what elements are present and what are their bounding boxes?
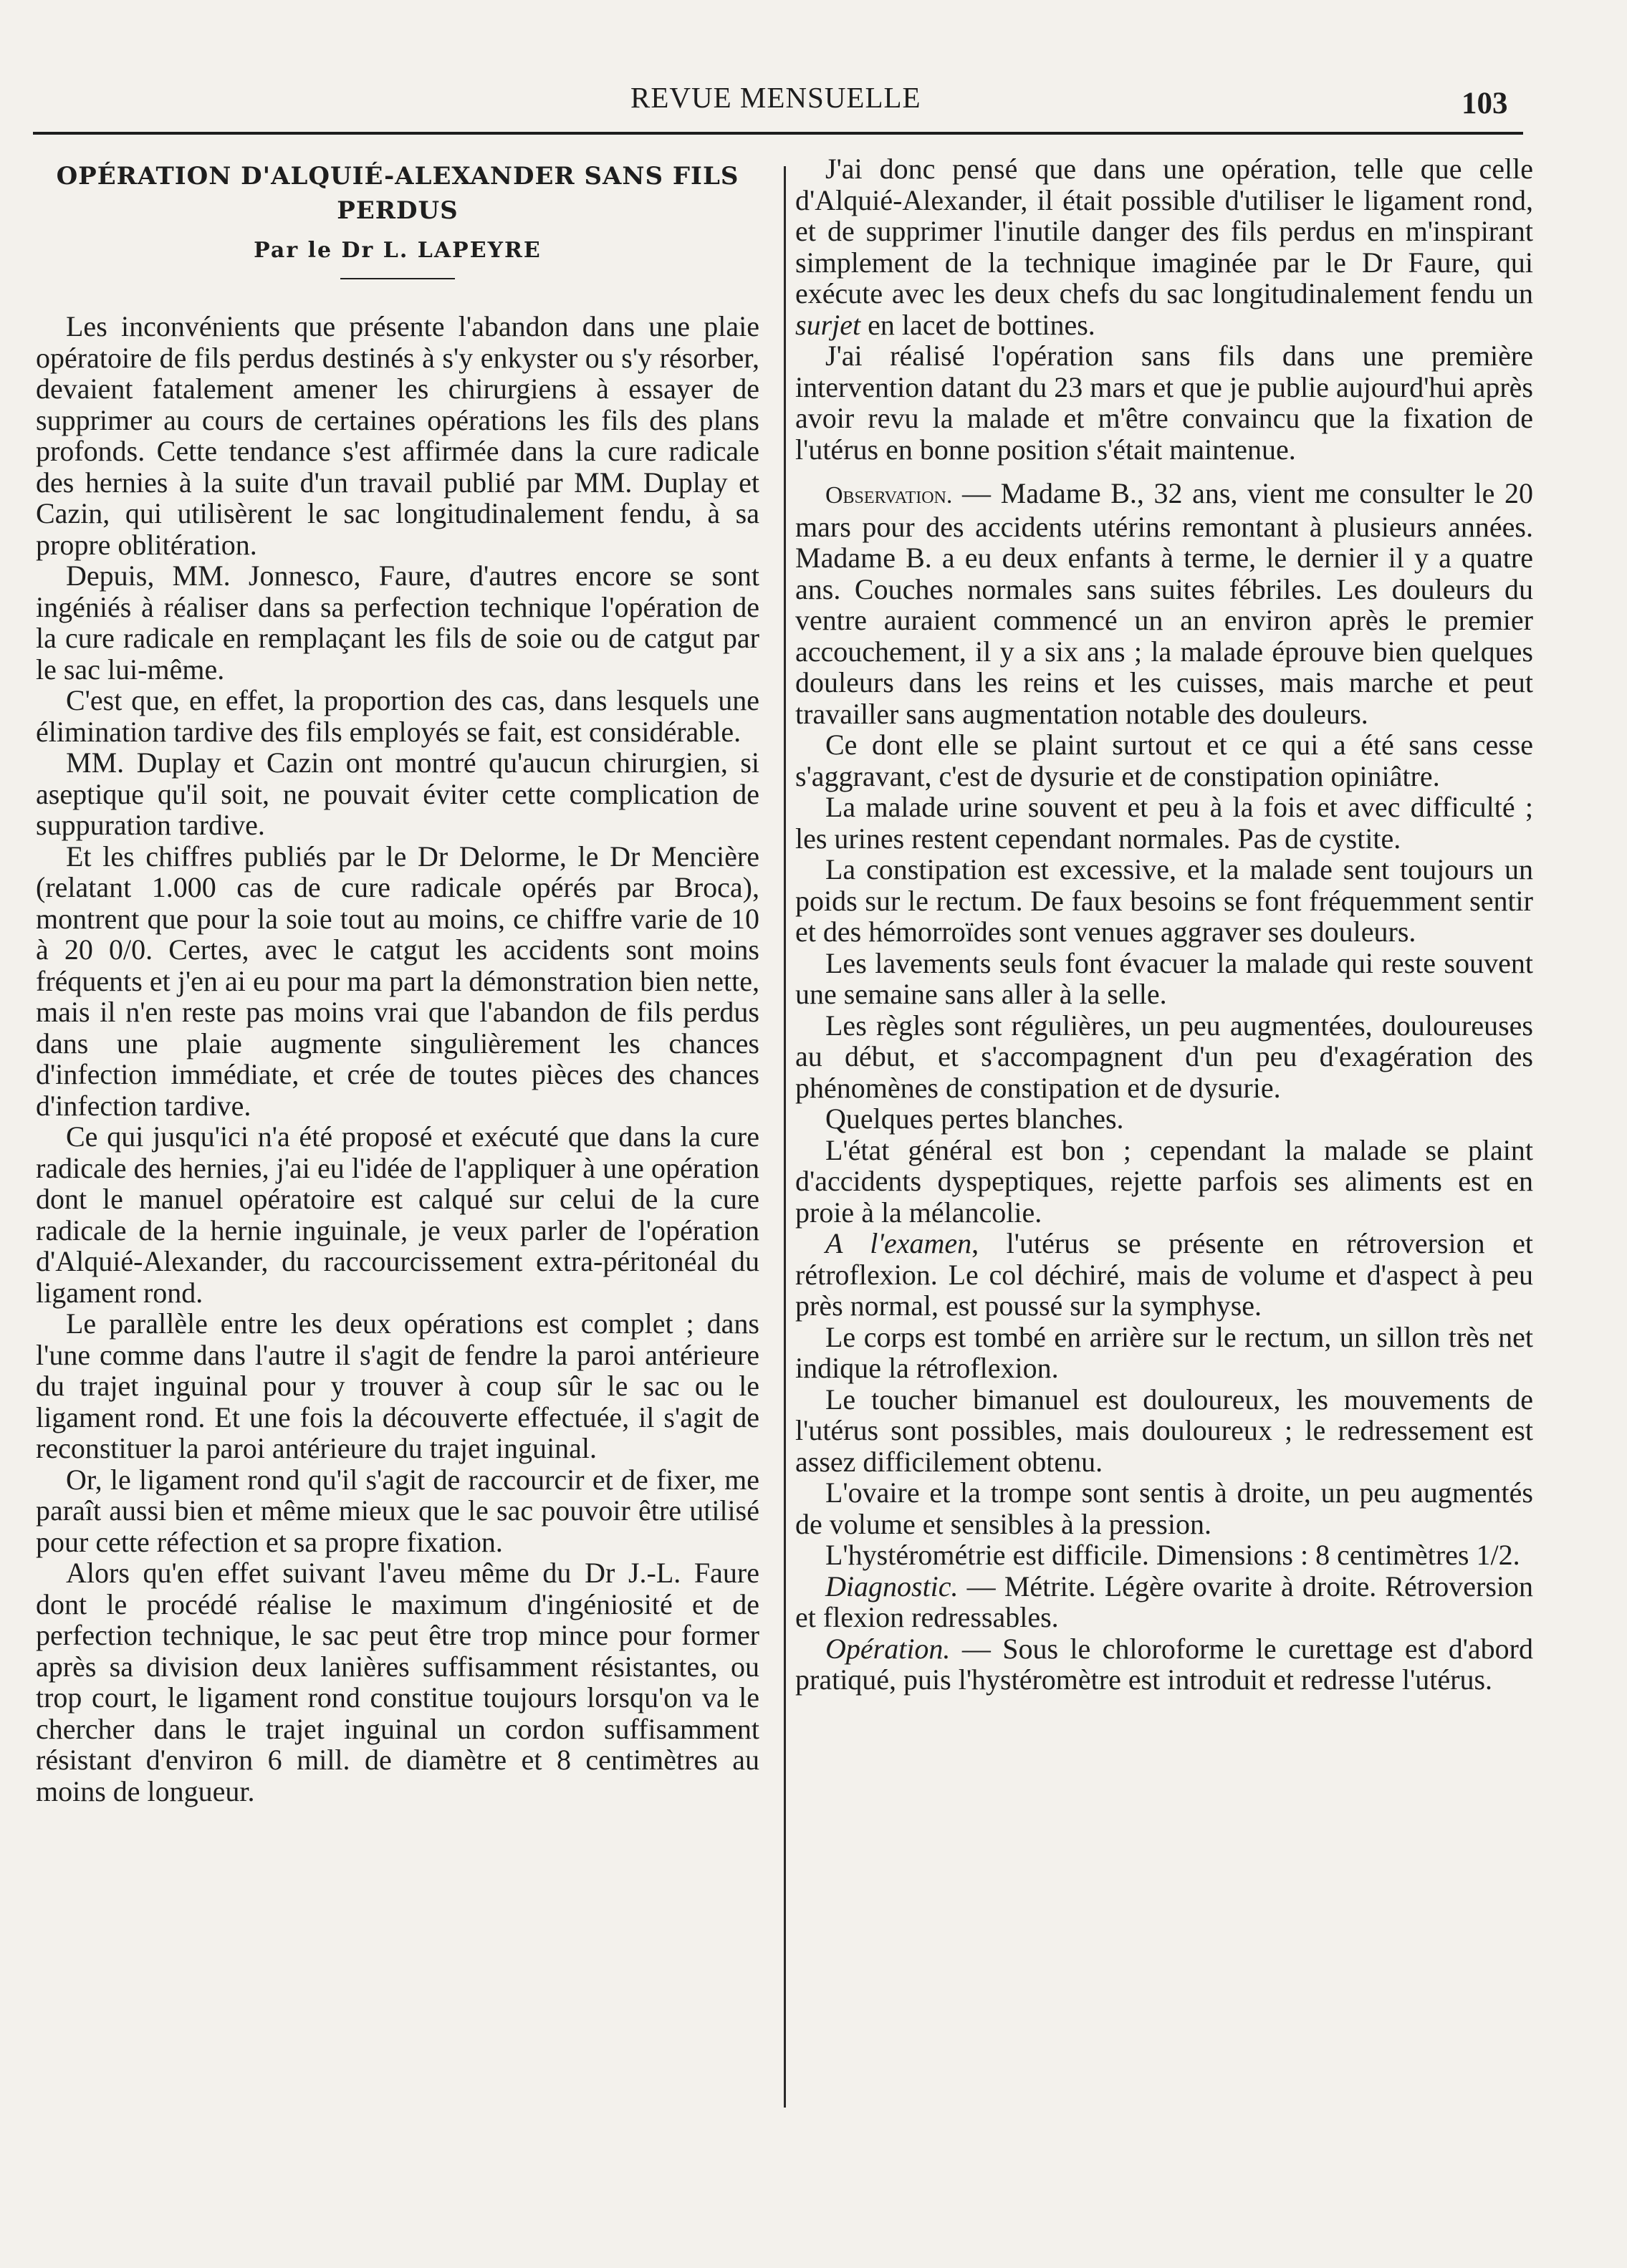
title-separator xyxy=(340,278,455,279)
paragraph: Or, le ligament rond qu'il s'agit de raccourcir et de fixer, me paraît aussi bien et même mieux que le sac pouvoir être utilisé pour cette réfection et sa propre fixation. xyxy=(36,1463,759,1558)
paragraph: Les lavements seuls font évacuer la malade qui reste souvent une semaine sans aller à la selle. xyxy=(795,946,1533,1010)
text-run: — Madame B., 32 ans, vient me consulter le 20 mars pour des accidents utérins remontant à plusieurs années. Madame B. a eu deux enfants à terme, le dernier il y a quatre ans. Couches normales sans suites fébriles. Les douleurs du ventre auraient commencé un an environ après le premier accouchement, il y a six ans ; la malade éprouve bien quelques douleurs dans les reins et les cuisses, mais marche et peut travailler sans augmentation notable des douleurs. xyxy=(795,477,1533,730)
paragraph xyxy=(795,1228,1533,1322)
paragraph: Alors qu'en effet suivant l'aveu même du Dr J.-L. Faure dont le procédé réalise le maximum d'ingéniosité et de perfection technique, le sac peut être trop mince pour former après sa division deux lanières suffisamment résistantes, ou trop court, le ligament rond constitue toujours lorsqu'on va le chercher dans le trajet inguinal un cordon suffisamment résistant d'environ 6 mill. de diamètre et 8 centimètres au moins de longueur. xyxy=(36,1557,759,1807)
text-run: en lacet de bottines. xyxy=(860,308,1095,341)
header-rule xyxy=(33,132,1523,135)
paragraph: Le parallèle entre les deux opérations est complet ; dans l'une comme dans l'autre il s'agit de fendre la paroi antérieure du trajet inguinal pour y trouver à coup sûr le sac ou le ligament rond. Et une fois la découverte effectuée, il s'agit de reconstituer la paroi antérieure du trajet inguinal. xyxy=(36,1307,759,1464)
text-run: , l'utérus se présente en rétroversion et rétroflexion. Le col déchiré, mais de volume et d'aspect à peu près normal, est poussé sur la symphyse. xyxy=(795,1227,1533,1322)
article-byline: Par le Dr L. LAPEYRE xyxy=(254,238,542,263)
paragraph: Le corps est tombé en arrière sur le rectum, un sillon très net indique la rétroflexion. xyxy=(795,1320,1533,1384)
paragraph: L'hystérométrie est difficile. Dimensions : 8 centimètres 1/2. xyxy=(825,1539,1520,1571)
paragraph: Les inconvénients que présente l'abandon dans une plaie opératoire de fils perdus destinés à s'y enkyster ou s'y résorber, devaient fatalement amener les chirurgiens à essayer de supprimer au cours de certaines opérations les fils des plans profonds. Cette tendance s'est affirmée dans la cure radicale des hernies à la suite d'un travail publié par MM. Duplay et Cazin, qui utilisèrent le sac longitudinalement fendu, à sa propre oblitération. xyxy=(36,310,759,561)
text-run: — Métrite. Légère ovarite à droite. Rétroversion et flexion redressables. xyxy=(795,1570,1533,1633)
observation-label: Observation. xyxy=(825,482,953,509)
paragraph: J'ai réalisé l'opération sans fils dans une première intervention datant du 23 mars et que je publie aujourd'hui après avoir revu la malade et m'être convaincu que la fixation de l'utérus en bonne position s'était maintenue. xyxy=(795,340,1533,466)
paragraph: Depuis, MM. Jonnesco, Faure, d'autres encore se sont ingéniés à réaliser dans sa perfection technique l'opération de la cure radicale en remplaçant les fils de soie ou de catgut par le sac lui-même. xyxy=(36,559,759,686)
right-column xyxy=(795,153,1533,1696)
text-run: — Sous le chloroforme le curettage est d'abord pratiqué, puis l'hystéromètre est introduit et redresse l'utérus. xyxy=(795,1632,1533,1696)
paragraph: L'état général est bon ; cependant la malade se plaint d'accidents dyspeptiques, rejette parfois ses aliments est en proie à la mélancolie. xyxy=(795,1133,1533,1229)
paragraph: Ce qui jusqu'ici n'a été proposé et exécuté que dans la cure radicale des hernies, j'ai eu l'idée de l'appliquer à une opération dont le manuel opératoire est calqué sur celui de la cure radicale de la hernie inguinale, je veux parler de l'opération d'Alquié-Alexander, du raccourcissement extra-péritonéal du ligament rond. xyxy=(36,1120,759,1309)
page-number: 103 xyxy=(1462,87,1508,120)
operation-paragraph xyxy=(795,1633,1533,1696)
paragraph: La constipation est excessive, et la malade sent toujours un poids sur le rectum. De faux besoins se font fréquemment sentir et des hémorroïdes sont venues aggraver ses douleurs. xyxy=(795,853,1533,948)
italic-term: surjet xyxy=(795,308,861,341)
italic-term: Opération. xyxy=(825,1632,951,1665)
observation-paragraph xyxy=(795,478,1533,729)
paragraph: C'est que, en effet, la proportion des cas, dans lesquels une élimination tardive des fils employés se fait, est considérable. xyxy=(36,684,759,748)
italic-term: Diagnostic. xyxy=(825,1570,959,1603)
text-run: J'ai donc pensé que dans une opération, telle que celle d'Alquié-Alexander, il était possible d'utiliser le ligament rond, et de supprimer l'inutile danger des fils perdus en m'inspirant simplement de la technique imaginée par le Dr Faure, qui exécute avec les deux chefs du sac longitudinalement fendu un xyxy=(795,153,1533,309)
paragraph: L'ovaire et la trompe sont sentis à droite, un peu augmentés de volume et sensibles à la pression. xyxy=(795,1476,1533,1540)
italic-term: A l'examen xyxy=(825,1227,972,1259)
left-column xyxy=(36,153,759,1807)
paragraph: Et les chiffres publiés par le Dr Delorme, le Dr Mencière (relatant 1.000 cas de cure radicale opérés par Broca), montrent que pour la soie tout au moins, ce chiffre varie de 10 à 20 0/0. Certes, avec le catgut les accidents sont moins fréquents et j'en ai eu pour ma part la démonstration bien nette, mais il n'en reste pas moins vrai que l'abandon de fils perdus dans une plaie augmente singulièrement les chances d'infection immédiate, et crée de toutes pièces des chances d'infection tardive. xyxy=(36,840,759,1122)
column-divider xyxy=(784,166,786,2108)
paragraph: MM. Duplay et Cazin ont montré qu'aucun chirurgien, si aseptique qu'il soit, ne pouvait éviter cette complication de suppuration tardive. xyxy=(36,746,759,841)
paragraph xyxy=(795,153,1533,340)
article-title: OPÉRATION D'ALQUIÉ-ALEXANDER SANS FILS PERDUS xyxy=(56,162,739,225)
diagnostic-paragraph xyxy=(795,1571,1533,1633)
paragraph: Ce dont elle se plaint surtout et ce qui a été sans cesse s'aggravant, c'est de dysurie et de constipation opiniâtre. xyxy=(795,729,1533,792)
running-title: REVUE MENSUELLE xyxy=(630,81,921,114)
paragraph: Les règles sont régulières, un peu augmentées, douloureuses au début, et s'accompagnent d'un peu d'exagération des phénomènes de constipation et de dysurie. xyxy=(795,1009,1533,1104)
paragraph: La malade urine souvent et peu à la fois et avec difficulté ; les urines restent cependant normales. Pas de cystite. xyxy=(795,791,1533,855)
paragraph: Le toucher bimanuel est douloureux, les mouvements de l'utérus sont possibles, mais douloureux ; le redressement est assez difficilement obtenu. xyxy=(795,1383,1533,1478)
paragraph: Quelques pertes blanches. xyxy=(825,1102,1124,1135)
